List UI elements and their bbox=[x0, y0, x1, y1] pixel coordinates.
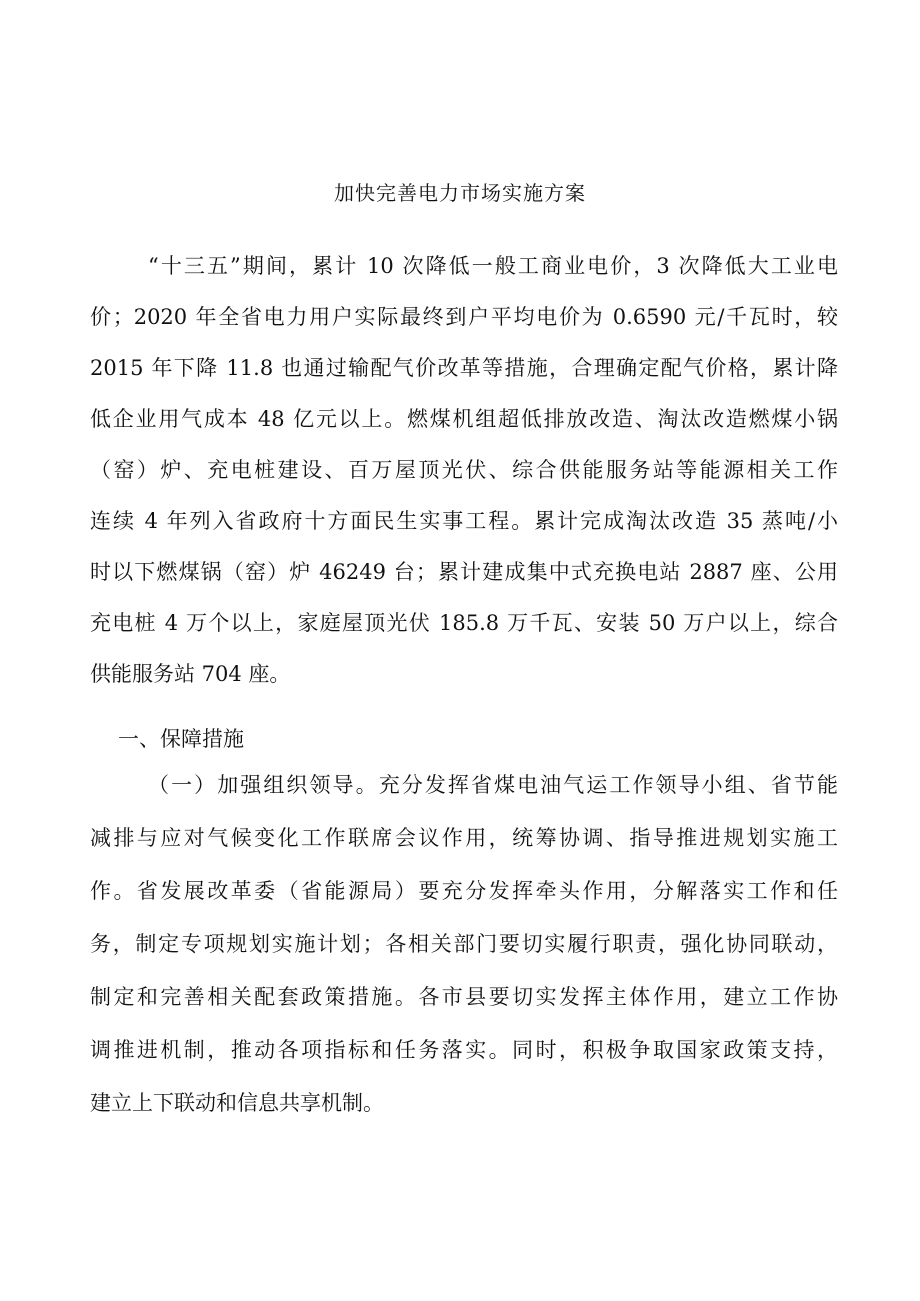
paragraph-line: 供能服务站 704 座。 bbox=[90, 662, 291, 686]
paragraph-line: 低企业用气成本 48 亿元以上。燃煤机组超低排放改造、淘汰改造燃煤小锅 bbox=[90, 407, 838, 431]
paragraph-line: 制定和完善相关配套政策措施。各市县要切实发挥主体作用，建立工作协 bbox=[90, 985, 838, 1009]
paragraph-line: 作。省发展改革委（省能源局）要充分发挥牵头作用，分解落实工作和任 bbox=[90, 879, 838, 903]
paragraph-line: （一）加强组织领导。充分发挥省煤电油气运工作领导小组、省节能 bbox=[148, 773, 838, 797]
paragraph-line: 时以下燃煤锅（窑）炉 46249 台；累计建成集中式充换电站 2887 座、公用 bbox=[90, 560, 838, 584]
paragraph-line: （窑）炉、充电桩建设、百万屋顶光伏、综合供能服务站等能源相关工作 bbox=[90, 458, 838, 482]
paragraph-line: “十三五”期间，累计 10 次降低一般工商业电价，3 次降低大工业电 bbox=[148, 254, 838, 278]
paragraph-line: 减排与应对气候变化工作联席会议作用，统筹协调、指导推进规划实施工 bbox=[90, 826, 838, 850]
section-heading: 一、保障措施 bbox=[118, 727, 244, 751]
paragraph-line: 务，制定专项规划实施计划；各相关部门要切实履行职责，强化协同联动， bbox=[90, 932, 838, 956]
paragraph-line: 建立上下联动和信息共享机制。 bbox=[90, 1091, 384, 1115]
page-title: 加快完善电力市场实施方案 bbox=[334, 181, 586, 205]
paragraph-line: 2015 年下降 11.8 也通过输配气价改革等措施，合理确定配气价格，累计降 bbox=[90, 356, 838, 380]
paragraph-line: 调推进机制，推动各项指标和任务落实。同时，积极争取国家政策支持， bbox=[90, 1038, 838, 1062]
paragraph-line: 连续 4 年列入省政府十方面民生实事工程。累计完成淘汰改造 35 蒸吨/小 bbox=[90, 509, 838, 533]
paragraph-line: 价；2020 年全省电力用户实际最终到户平均电价为 0.6590 元/千瓦时，较 bbox=[90, 305, 838, 329]
paragraph-line: 充电桩 4 万个以上，家庭屋顶光伏 185.8 万千瓦、安装 50 万户以上，综合 bbox=[90, 611, 838, 635]
